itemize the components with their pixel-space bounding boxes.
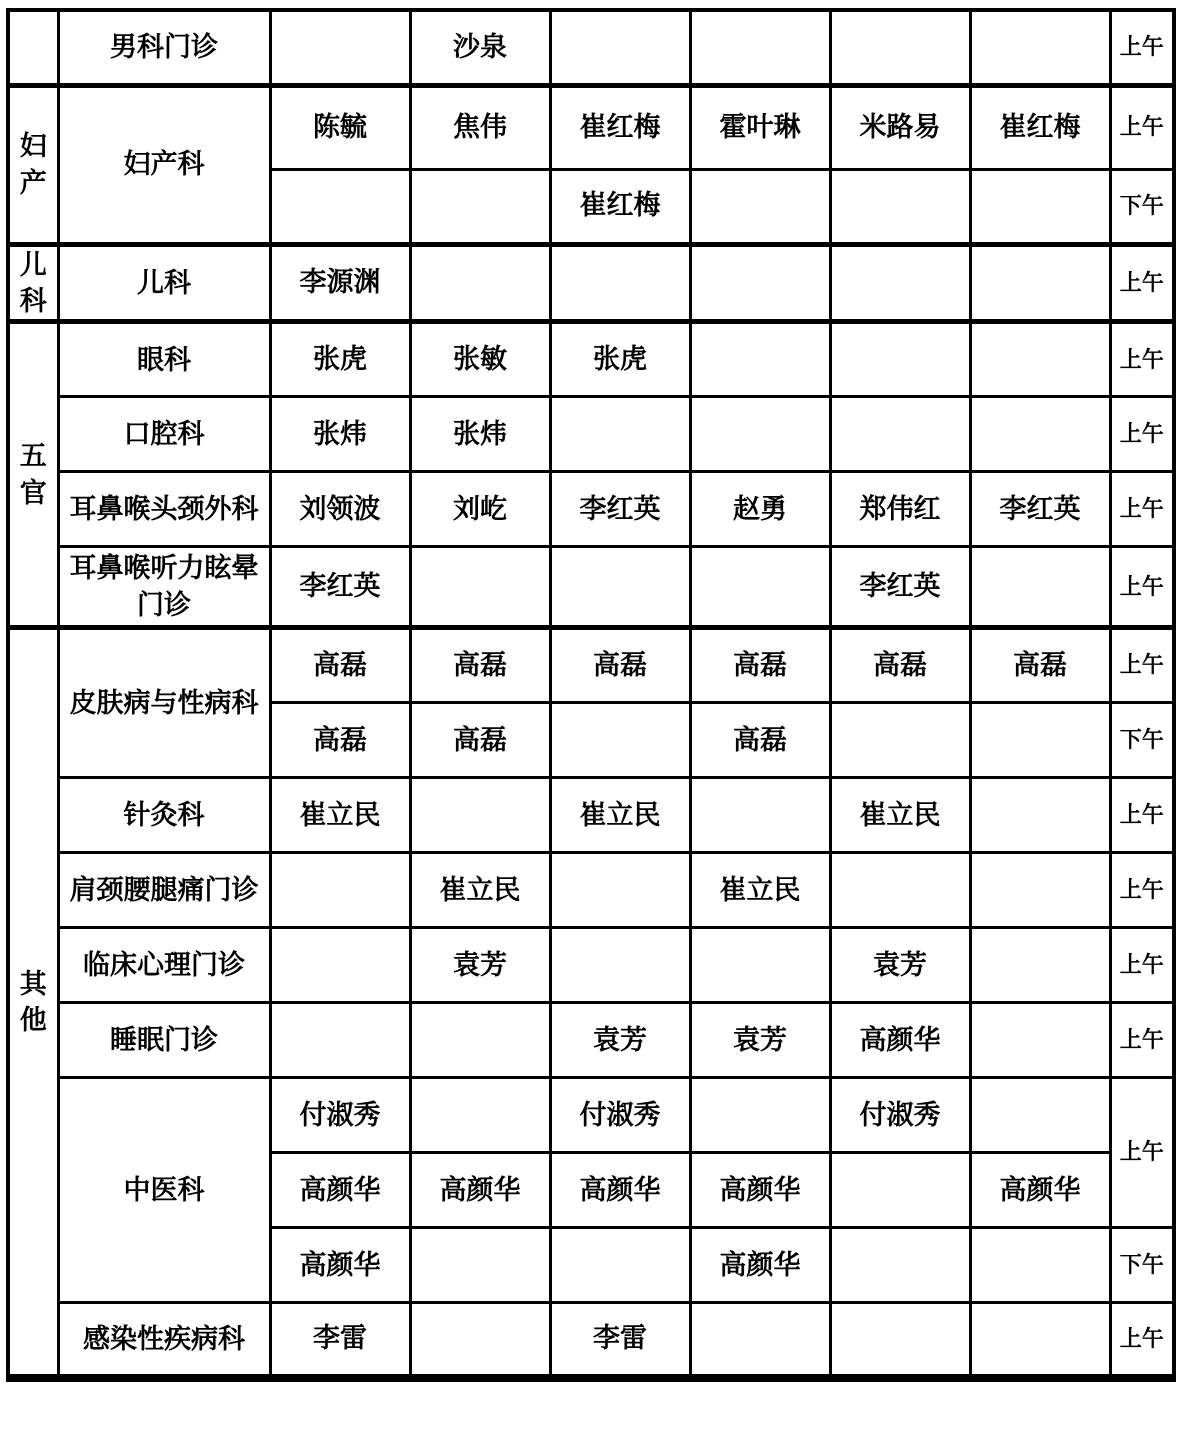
schedule-cell: 赵勇 — [690, 472, 830, 547]
schedule-cell: 高颜华 — [830, 1003, 970, 1078]
schedule-cell — [830, 853, 970, 928]
schedule-cell — [970, 1303, 1110, 1378]
table-row — [8, 853, 1174, 928]
schedule-cell: 高颜华 — [970, 1153, 1110, 1228]
schedule-cell — [690, 10, 830, 85]
schedule-cell — [270, 169, 410, 244]
time-of-day-cell: 上午 — [1110, 928, 1174, 1003]
schedule-cell: 高颜华 — [270, 1228, 410, 1303]
schedule-cell — [550, 928, 690, 1003]
schedule-cell: 高磊 — [550, 628, 690, 703]
schedule-cell: 袁芳 — [410, 928, 550, 1003]
schedule-cell — [550, 10, 690, 85]
schedule-cell — [270, 853, 410, 928]
time-of-day-cell: 上午 — [1110, 244, 1174, 322]
category-cell — [8, 10, 58, 85]
schedule-cell — [410, 1078, 550, 1153]
schedule-cell: 李源渊 — [270, 244, 410, 322]
time-of-day-cell: 下午 — [1110, 1228, 1174, 1303]
schedule-cell — [270, 10, 410, 85]
category-cell: 儿科 — [8, 244, 58, 322]
schedule-cell — [410, 1228, 550, 1303]
schedule-cell — [970, 397, 1110, 472]
schedule-cell — [830, 1228, 970, 1303]
schedule-cell: 崔红梅 — [550, 85, 690, 169]
schedule-cell: 张炜 — [410, 397, 550, 472]
schedule-cell: 高磊 — [270, 628, 410, 703]
schedule-cell — [970, 1003, 1110, 1078]
schedule-cell — [690, 1078, 830, 1153]
schedule-cell — [970, 322, 1110, 397]
department-cell: 临床心理门诊 — [58, 928, 270, 1003]
time-of-day-cell: 上午 — [1110, 1078, 1174, 1228]
schedule-cell: 张虎 — [270, 322, 410, 397]
schedule-cell — [970, 928, 1110, 1003]
table-row — [8, 472, 1174, 547]
schedule-cell: 付淑秀 — [270, 1078, 410, 1153]
schedule-cell: 李红英 — [970, 472, 1110, 547]
schedule-cell: 张虎 — [550, 322, 690, 397]
schedule-cell — [550, 1228, 690, 1303]
schedule-cell — [690, 547, 830, 628]
schedule-cell: 袁芳 — [690, 1003, 830, 1078]
schedule-cell — [830, 322, 970, 397]
schedule-cell: 沙泉 — [410, 10, 550, 85]
table-row — [8, 10, 1174, 85]
schedule-cell — [270, 1003, 410, 1078]
table-row — [8, 778, 1174, 853]
schedule-cell: 陈毓 — [270, 85, 410, 169]
schedule-cell: 高磊 — [970, 628, 1110, 703]
schedule-cell: 高磊 — [270, 703, 410, 778]
schedule-cell — [970, 1228, 1110, 1303]
table-row — [8, 244, 1174, 322]
department-cell: 男科门诊 — [58, 10, 270, 85]
schedule-cell: 高磊 — [690, 628, 830, 703]
schedule-cell: 高颜华 — [410, 1153, 550, 1228]
department-cell: 耳鼻喉听力眩晕门诊 — [58, 547, 270, 628]
schedule-cell — [550, 703, 690, 778]
schedule-cell — [690, 778, 830, 853]
department-cell: 中医科 — [58, 1078, 270, 1303]
department-cell: 皮肤病与性病科 — [58, 628, 270, 778]
time-of-day-cell: 上午 — [1110, 1003, 1174, 1078]
schedule-cell: 霍叶琳 — [690, 85, 830, 169]
department-cell: 针灸科 — [58, 778, 270, 853]
time-of-day-cell: 上午 — [1110, 397, 1174, 472]
time-of-day-cell: 上午 — [1110, 85, 1174, 169]
schedule-cell: 高磊 — [690, 703, 830, 778]
department-cell: 耳鼻喉头颈外科 — [58, 472, 270, 547]
schedule-cell: 焦伟 — [410, 85, 550, 169]
schedule-cell — [970, 703, 1110, 778]
schedule-cell — [410, 778, 550, 853]
schedule-cell: 米路易 — [830, 85, 970, 169]
schedule-cell: 刘屹 — [410, 472, 550, 547]
schedule-cell: 高磊 — [410, 628, 550, 703]
schedule-cell — [830, 1303, 970, 1378]
schedule-cell — [830, 244, 970, 322]
schedule-cell: 高颜华 — [690, 1153, 830, 1228]
schedule-cell: 袁芳 — [550, 1003, 690, 1078]
clinic-schedule-table — [6, 8, 1176, 1382]
schedule-cell — [970, 1078, 1110, 1153]
schedule-cell — [830, 703, 970, 778]
time-of-day-cell: 下午 — [1110, 169, 1174, 244]
department-cell: 妇产科 — [58, 85, 270, 244]
schedule-cell: 张敏 — [410, 322, 550, 397]
schedule-cell: 崔红梅 — [970, 85, 1110, 169]
department-cell: 儿科 — [58, 244, 270, 322]
schedule-cell — [970, 778, 1110, 853]
schedule-cell — [550, 853, 690, 928]
schedule-cell — [970, 169, 1110, 244]
table-row — [8, 928, 1174, 1003]
schedule-table-body — [8, 10, 1174, 1378]
schedule-cell: 高颜华 — [550, 1153, 690, 1228]
schedule-cell: 李红英 — [830, 547, 970, 628]
table-row — [8, 1078, 1174, 1153]
time-of-day-cell: 上午 — [1110, 10, 1174, 85]
schedule-cell: 李雷 — [550, 1303, 690, 1378]
schedule-cell: 崔红梅 — [550, 169, 690, 244]
schedule-cell — [970, 853, 1110, 928]
schedule-cell — [690, 322, 830, 397]
schedule-cell: 李雷 — [270, 1303, 410, 1378]
schedule-cell — [270, 928, 410, 1003]
schedule-cell — [410, 244, 550, 322]
schedule-cell — [690, 244, 830, 322]
time-of-day-cell: 上午 — [1110, 1303, 1174, 1378]
schedule-cell: 刘领波 — [270, 472, 410, 547]
schedule-cell: 付淑秀 — [830, 1078, 970, 1153]
category-cell: 其他 — [8, 628, 58, 1378]
schedule-cell — [970, 547, 1110, 628]
schedule-cell: 高颜华 — [690, 1228, 830, 1303]
schedule-cell: 李红英 — [550, 472, 690, 547]
schedule-cell — [410, 1003, 550, 1078]
schedule-cell — [690, 928, 830, 1003]
schedule-cell — [410, 169, 550, 244]
department-cell: 感染性疾病科 — [58, 1303, 270, 1378]
department-cell: 眼科 — [58, 322, 270, 397]
schedule-cell — [410, 547, 550, 628]
schedule-cell: 李红英 — [270, 547, 410, 628]
department-cell: 睡眠门诊 — [58, 1003, 270, 1078]
schedule-cell: 高颜华 — [270, 1153, 410, 1228]
schedule-cell: 郑伟红 — [830, 472, 970, 547]
time-of-day-cell: 上午 — [1110, 853, 1174, 928]
schedule-cell — [550, 547, 690, 628]
schedule-cell — [550, 397, 690, 472]
department-cell: 肩颈腰腿痛门诊 — [58, 853, 270, 928]
schedule-cell: 付淑秀 — [550, 1078, 690, 1153]
schedule-cell: 崔立民 — [830, 778, 970, 853]
schedule-cell — [690, 169, 830, 244]
category-cell: 五官 — [8, 322, 58, 628]
schedule-cell: 张炜 — [270, 397, 410, 472]
schedule-cell: 高磊 — [410, 703, 550, 778]
schedule-cell — [830, 397, 970, 472]
time-of-day-cell: 下午 — [1110, 703, 1174, 778]
schedule-cell: 袁芳 — [830, 928, 970, 1003]
schedule-cell: 崔立民 — [270, 778, 410, 853]
category-cell: 妇产 — [8, 85, 58, 244]
time-of-day-cell: 上午 — [1110, 322, 1174, 397]
schedule-cell — [970, 10, 1110, 85]
schedule-cell — [690, 397, 830, 472]
schedule-cell: 崔立民 — [690, 853, 830, 928]
table-row — [8, 322, 1174, 397]
time-of-day-cell: 上午 — [1110, 472, 1174, 547]
schedule-cell — [410, 1303, 550, 1378]
schedule-cell — [830, 10, 970, 85]
table-row — [8, 397, 1174, 472]
time-of-day-cell: 上午 — [1110, 778, 1174, 853]
time-of-day-cell: 上午 — [1110, 547, 1174, 628]
table-row — [8, 85, 1174, 169]
schedule-cell: 崔立民 — [410, 853, 550, 928]
department-cell: 口腔科 — [58, 397, 270, 472]
table-row — [8, 1003, 1174, 1078]
schedule-cell — [690, 1303, 830, 1378]
time-of-day-cell: 上午 — [1110, 628, 1174, 703]
table-row — [8, 628, 1174, 703]
table-row — [8, 547, 1174, 628]
schedule-cell — [830, 169, 970, 244]
table-row — [8, 1303, 1174, 1378]
schedule-cell: 崔立民 — [550, 778, 690, 853]
schedule-cell: 高磊 — [830, 628, 970, 703]
schedule-cell — [830, 1153, 970, 1228]
schedule-cell — [970, 244, 1110, 322]
schedule-cell — [550, 244, 690, 322]
